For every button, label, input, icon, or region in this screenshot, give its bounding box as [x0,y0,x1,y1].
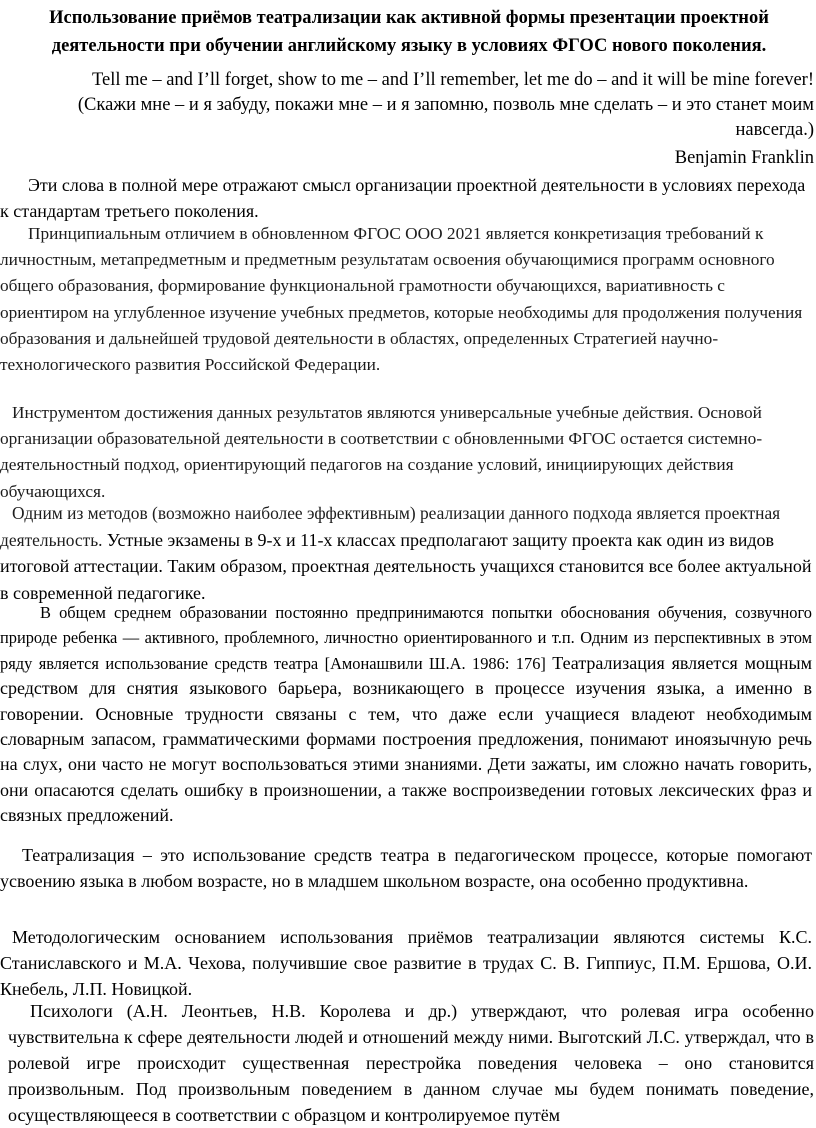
paragraph-5-part-1: В общем среднем образовании постоянно предпринимаются попытки обоснования обучения, созвучного природе ребенка — активного, проблемного, личностно ориентированного и т.п. Одним из перспективных в этом ряду является использование средств театра [Амонашвили Ш.А. 1986: 176] [0,603,812,673]
paragraph-2: Принципиальным отличием в обновленном ФГОС ООО 2021 является конкретизация требований к личностным, метапредметным и предметным результатам освоения обучающимися программ основного общего образования, формирование функциональной грамотности обучающихся, вариативность с ориентиром на углубленное изучение учебных предметов, которые необходимы для продолжения получения образования и дальнейшей трудовой деятельности в областях, определенных Стратегией научно-технологического развития Российской Федерации. [0,224,803,375]
epigraph-russian: (Скажи мне – и я забуду, покажи мне – и я запомню, позволь мне сделать – и это станет моим навсегда.) [77,95,814,140]
paragraph-4 [0,500,812,606]
paragraph-4-part-2: Устные экзамены в 9-х и 11-х классах предполагают защиту проекта как один из видов итоговой аттестации. Таким образом, проектная деятельность учащихся становится все более актуальной в современной педагогике. [0,529,812,603]
epigraph [6,68,814,171]
paragraph-5-part-2: Театрализация является мощным средством для снятия языкового барьера, возникающего в процессе изучения языка, а именно в говорении. Основные трудности связаны с тем, что даже если учащиеся владеют необходимым словарным запасом, грамматическими формами построения предложения, понимают иноязычную речь на слух, они часто не могут воспользоваться этими знаниями. Дети зажаты, им сложно начать говорить, они опасаются сделать ошибку в произношении, а также воспроизведении готовых лексических фраз и связных предложений. [0,652,812,826]
paragraph-5 [0,600,812,829]
paragraph-3: Инструментом достижения данных результатов являются универсальные учебные действия. Основой организации образовательной деятельности в соответствии с обновленными ФГОС остается системно-деятельностный подход, ориентирующий педагогов на создание условий, инициирующих действия обучающихся. [0,403,763,501]
epigraph-english: Tell me – and I’ll forget, show to me – and I’ll remember, let me do – and it will be mine forever! [92,70,814,90]
paragraph-4-part-1: Одним из методов (возможно наиболее эффективным) реализации данного подхода является проектная деятельность. [0,503,781,550]
paragraph-6: Театрализация – это использование средств театра в педагогическом процессе, которые помогают усвоению языка в любом возрасте, но в младшем школьном возрасте, она особенно продуктивна. [0,845,812,891]
paragraph-1: Эти слова в полной мере отражают смысл организации проектной деятельности в условиях перехода к стандартам третьего поколения. [0,175,806,221]
paragraph-8: Психологи (А.Н. Леонтьев, Н.В. Королева и др.) утверждают, что ролевая игра особенно чувствительна к сфере деятельности людей и отношений между ними. Выготский Л.С. утверждал, что в ролевой игре происходит существенная перестройка поведения человека – оно становится произвольным. Под произвольным поведением в данном случае мы будем понимать поведение, осуществляющееся в соответствии с образцом и контролируемое путём [8,1001,814,1125]
paragraph-7: Методологическим основанием использования приёмов театрализации являются системы К.С. Станиславского и М.А. Чехова, получившие свое развитие в трудах С. В. Гиппиус, П.М. Ершова, О.И. Кнебель, Л.П. Новицкой. [0,927,812,999]
epigraph-author: Benjamin Franklin [674,148,814,168]
document-title: Использование приёмов театрализации как активной формы презентации проектной деятельности при обучении английскому языку в условиях ФГОС нового поколения. [49,8,769,56]
